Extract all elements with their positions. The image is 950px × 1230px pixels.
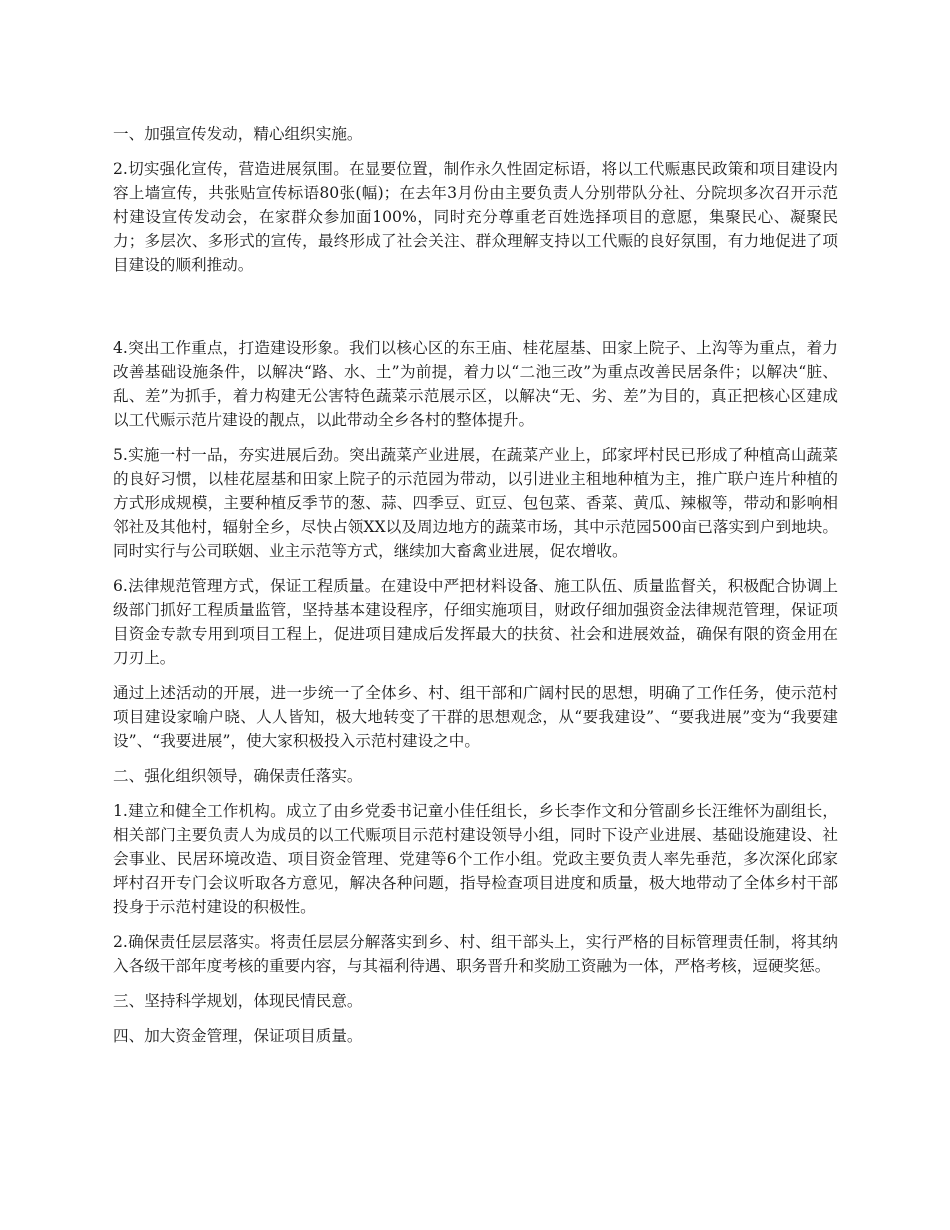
section-heading-1: 一、加强宣传发动，精心组织实施。 bbox=[113, 125, 363, 143]
document-body bbox=[113, 122, 838, 1059]
paragraph-quality-management: 6.法律规范管理方式，保证工程质量。在建设中严把材料设备、施工队伍、质量监督关，积极配合协调上级部门抓好工程质量监管，坚持基本建设程序，仔细实施项目，财政仔细加强资金法律规范管理，保证项目资金专款专用到项目工程上，促进项目建成后发挥最大的扶贫、社会和进展效益，确保有限的资金用在刀刃上。 bbox=[113, 577, 838, 667]
paragraph-summary: 通过上述活动的开展，进一步统一了全体乡、村、组干部和广阔村民的思想，明确了工作任务，使示范村项目建设家喻户晓、人人皆知，极大地转变了干群的思想观念，从“要我建设”、“要我进展”变为“我要建设”、“我要进展”，使大家积极投入示范村建设之中。 bbox=[113, 684, 838, 750]
paragraph-publicity: 2.切实强化宣传，营造进展氛围。在显要位置，制作永久性固定标语，将以工代赈惠民政策和项目建设内容上墙宣传，共张贴宣传标语80张(幅)；在去年3月份由主要负责人分别带队分社、分院坝多次召开示范村建设宣传发动会，在家群众参加面100%，同时充分尊重老百姓选择项目的意愿，集聚民心、凝聚民力；多层次、多形式的宣传，最终形成了社会关注、群众理解支持以工代赈的良好氛围，有力地促进了项目建设的顺利推动。 bbox=[113, 160, 838, 274]
paragraph-key-work: 4.突出工作重点，打造建设形象。我们以核心区的东王庙、桂花屋基、田家上院子、上沟等为重点，着力改善基础设施条件，以解决“路、水、土”为前提，着力以“二池三改”为重点改善民居条件；以解决“脏、乱、差”为抓手，着力构建无公害特色蔬菜示范展示区，以解决“无、劣、差”为目的，真正把核心区建成以工代赈示范片建设的靓点，以此带动全乡各村的整体提升。 bbox=[113, 339, 838, 429]
blank-gap bbox=[113, 288, 838, 336]
paragraph-work-organization: 1.建立和健全工作机构。成立了由乡党委书记童小佳任组长，乡长李作文和分管副乡长汪维怀为副组长，相关部门主要负责人为成员的以工代赈项目示范村建设领导小组，同时下设产业进展、基础设施建设、社会事业、民居环境改造、项目资金管理、党建等6个工作小组。党政主要负责人率先垂范，多次深化邱家坪村召开专门会议听取各方意见，解决各种问题，指导检查项目进度和质量，极大地带动了全体乡村干部投身于示范村建设的积极性。 bbox=[113, 802, 838, 916]
section-heading-3: 三、坚持科学规划，体现民情民意。 bbox=[113, 992, 363, 1010]
paragraph-responsibility: 2.确保责任层层落实。将责任层层分解落实到乡、村、组干部头上，实行严格的目标管理责任制，将其纳入各级干部年度考核的重要内容，与其福利待遇、职务晋升和奖励工资融为一体，严格考核，逗硬奖惩。 bbox=[113, 933, 838, 975]
paragraph-one-village-one-product: 5.实施一村一品，夯实进展后劲。突出蔬菜产业进展，在蔬菜产业上，邱家坪村民已形成了种植高山蔬菜的良好习惯，以桂花屋基和田家上院子的示范园为带动，以引进业主租地种植为主，推广联户连片种植的方式形成规模，主要种植反季节的葱、蒜、四季豆、豇豆、包包菜、香菜、黄瓜、辣椒等，带动和影响相邻社及其他村，辐射全乡，尽快占领XX以及周边地方的蔬菜市场，其中示范园500亩已落实到户到地块。同时实行与公司联姻、业主示范等方式，继续加大畜禽业进展，促农增收。 bbox=[113, 446, 838, 560]
section-heading-4: 四、加大资金管理，保证项目质量。 bbox=[113, 1027, 363, 1045]
section-heading-2: 二、强化组织领导，确保责任落实。 bbox=[113, 767, 363, 785]
